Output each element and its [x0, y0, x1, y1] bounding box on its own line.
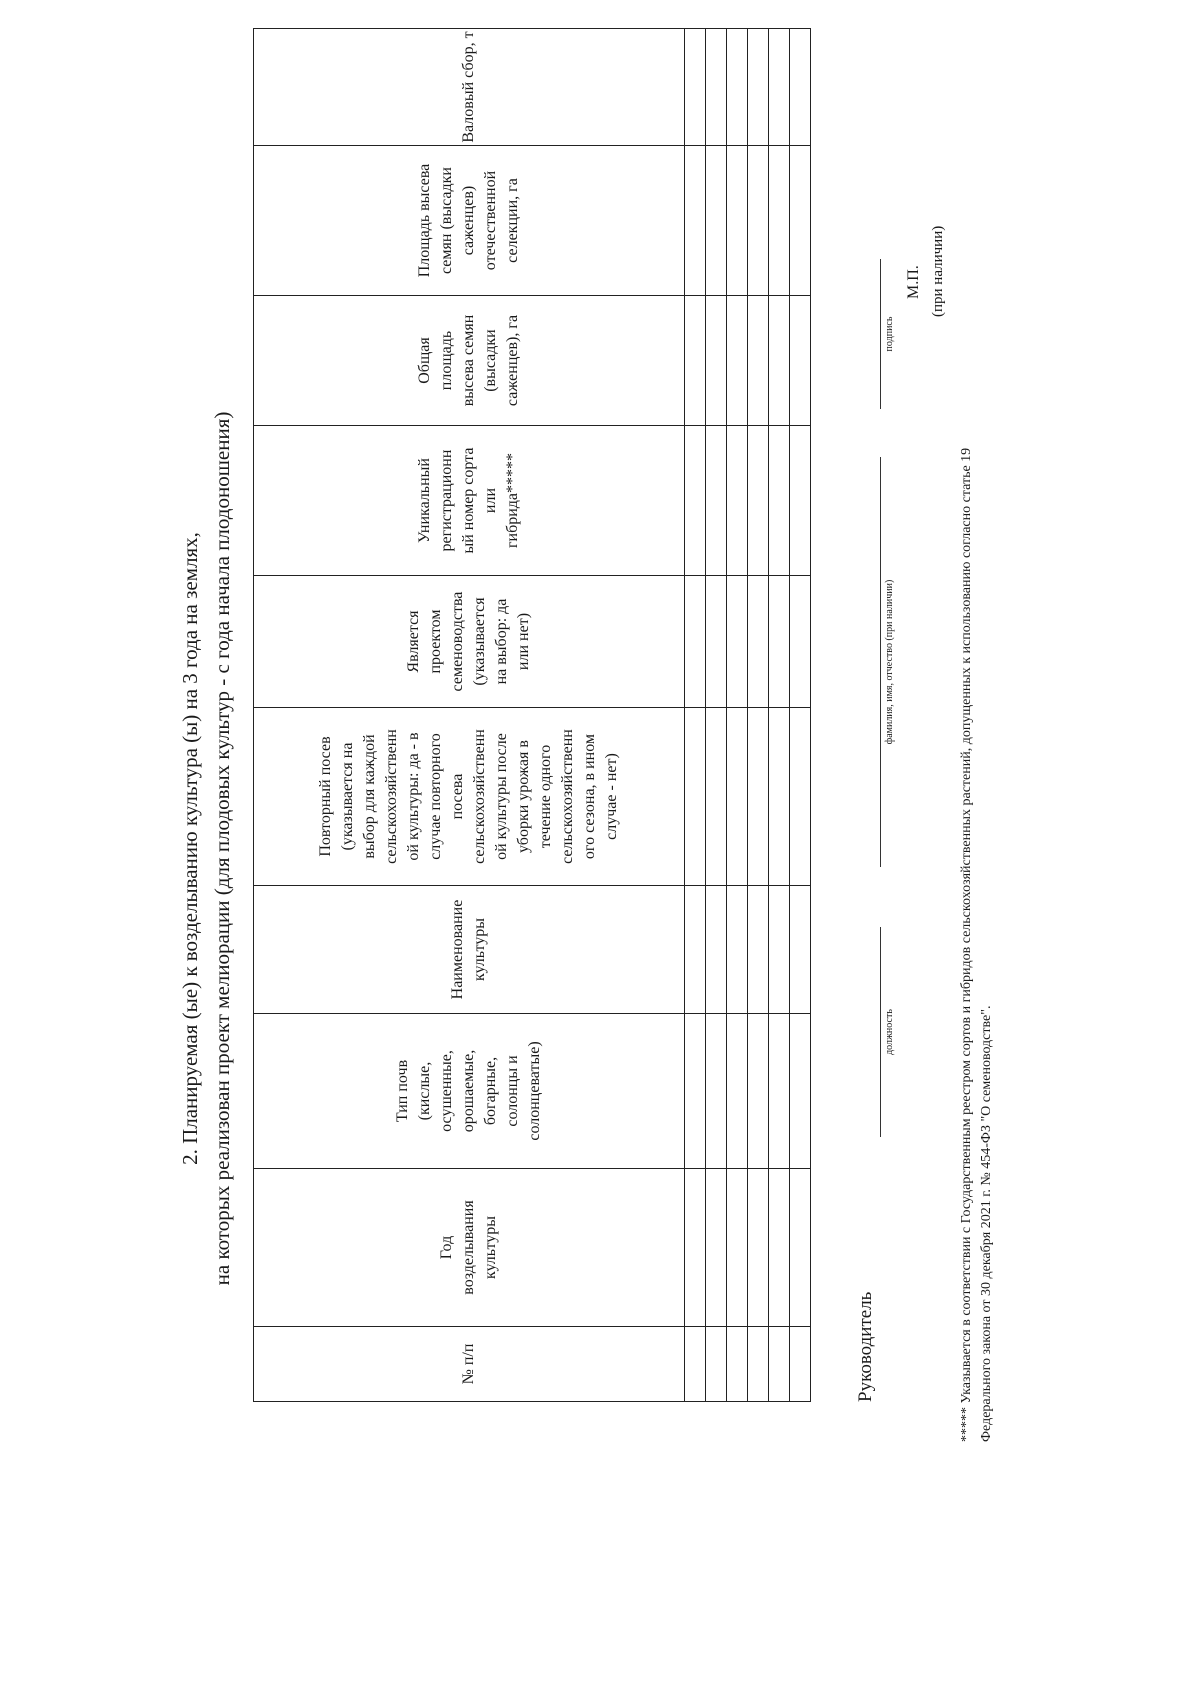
table-cell[interactable]: [706, 708, 727, 886]
header-cell-repeat-sowing: Повторный посев (указывается на выбор для каждой сельскохозяйственн ой культуры: да - в случае повторного посева сельскохозяйственн ой культуры после уборки урожая в течение одного сельскохозяйственн ого сезона, в ином случае - нет): [254, 708, 685, 886]
table-cell[interactable]: [748, 708, 769, 886]
sign-line: [880, 259, 881, 409]
table-cell[interactable]: [769, 1327, 790, 1402]
table-cell[interactable]: [748, 1014, 769, 1169]
table-cell[interactable]: [769, 146, 790, 296]
table-row: [727, 29, 748, 1402]
table-cell[interactable]: [706, 146, 727, 296]
table-cell[interactable]: [769, 576, 790, 708]
table-cell[interactable]: [727, 708, 748, 886]
table-row: [748, 29, 769, 1402]
name-caption: фамилия, имя, отчество (при наличии): [884, 579, 895, 745]
table-cell[interactable]: [685, 146, 706, 296]
table-cell[interactable]: [706, 426, 727, 576]
table-cell[interactable]: [685, 296, 706, 426]
header-cell-total-area: Общая площадь высева семян (высадки саженцев), га: [254, 296, 685, 426]
table-header-row: [254, 29, 685, 1402]
section-title-line-1: 2. Планируемая (ые) к возделыванию культура (ы) на 3 года на землях,: [178, 532, 202, 1165]
stamp-note: (при наличии): [930, 225, 946, 317]
header-cell-number: № п/п: [254, 1327, 685, 1402]
table-cell[interactable]: [790, 708, 811, 886]
crop-plan-table: [253, 28, 811, 1402]
footnote-line-1: ***** Указывается в соответствии с Государственным реестром сортов и гибридов сельскохозяйственных растений, допущенных к использованию согласно статье 19: [959, 447, 974, 1442]
table-cell[interactable]: [727, 426, 748, 576]
table-cell[interactable]: [685, 708, 706, 886]
table-cell[interactable]: [706, 1169, 727, 1327]
table-cell[interactable]: [748, 1169, 769, 1327]
table-cell[interactable]: [748, 1327, 769, 1402]
header-cell-crop-name: Наименование культуры: [254, 886, 685, 1014]
table-cell[interactable]: [727, 1014, 748, 1169]
table-cell[interactable]: [706, 1014, 727, 1169]
header-cell-year: Год возделывания культуры: [254, 1169, 685, 1327]
sign-caption: подпись: [884, 316, 895, 352]
table-cell[interactable]: [790, 1327, 811, 1402]
header-cell-registration-number: Уникальный регистрационн ый номер сорта или гибрида*****: [254, 426, 685, 576]
table-cell[interactable]: [769, 1014, 790, 1169]
table-cell[interactable]: [790, 296, 811, 426]
table-cell[interactable]: [685, 426, 706, 576]
header-cell-seed-project: Является проектом семеноводства (указывается на выбор: да или нет): [254, 576, 685, 708]
footnote-line-2: Федерального закона от 30 декабря 2021 г. № 454-ФЗ "О семеноводстве".: [979, 1005, 994, 1442]
header-cell-soil-type: Тип почв (кислые, осушенные, орошаемые, богарные, солонцы и солонцеватые): [254, 1014, 685, 1169]
table-cell[interactable]: [769, 1169, 790, 1327]
table-cell[interactable]: [685, 576, 706, 708]
table-cell[interactable]: [685, 886, 706, 1014]
table-row: [685, 29, 706, 1402]
table-cell[interactable]: [685, 1014, 706, 1169]
table-cell[interactable]: [769, 886, 790, 1014]
table-cell[interactable]: [727, 1327, 748, 1402]
table-cell[interactable]: [748, 576, 769, 708]
table-cell[interactable]: [790, 146, 811, 296]
head-label: Руководитель: [855, 1291, 876, 1402]
table-cell[interactable]: [748, 296, 769, 426]
table-row: [769, 29, 790, 1402]
position-line: [880, 927, 881, 1137]
header-cell-domestic-area: Площадь высева семян (высадки саженцев) отечественной селекции, га: [254, 146, 685, 296]
table-cell[interactable]: [727, 576, 748, 708]
table-cell[interactable]: [790, 29, 811, 146]
table-row: [790, 29, 811, 1402]
table-cell[interactable]: [769, 708, 790, 886]
table-cell[interactable]: [790, 886, 811, 1014]
table-row: [706, 29, 727, 1402]
table-cell[interactable]: [790, 1169, 811, 1327]
table-cell[interactable]: [748, 426, 769, 576]
table-cell[interactable]: [685, 1169, 706, 1327]
table-cell[interactable]: [790, 426, 811, 576]
table-cell[interactable]: [769, 426, 790, 576]
name-line: [880, 457, 881, 867]
table-cell[interactable]: [685, 29, 706, 146]
table-cell[interactable]: [748, 886, 769, 1014]
table-cell[interactable]: [727, 1169, 748, 1327]
table-cell[interactable]: [706, 29, 727, 146]
table-cell[interactable]: [727, 146, 748, 296]
table-cell[interactable]: [706, 886, 727, 1014]
table-cell[interactable]: [727, 296, 748, 426]
table-cell[interactable]: [685, 1327, 706, 1402]
stamp-label: М.П.: [905, 265, 922, 299]
table-cell[interactable]: [769, 296, 790, 426]
header-cell-gross-yield: Валовый сбор, т: [254, 29, 685, 146]
table-cell[interactable]: [706, 576, 727, 708]
table-cell[interactable]: [727, 886, 748, 1014]
table-cell[interactable]: [790, 1014, 811, 1169]
section-title-line-2: на которых реализован проект мелиорации (для плодовых культур - с года начала плодоношения): [210, 411, 234, 1286]
position-caption: должность: [884, 1009, 895, 1055]
table-cell[interactable]: [769, 29, 790, 146]
table-cell[interactable]: [706, 1327, 727, 1402]
table-cell[interactable]: [790, 576, 811, 708]
table-cell[interactable]: [748, 29, 769, 146]
table-cell[interactable]: [706, 296, 727, 426]
table-cell[interactable]: [748, 146, 769, 296]
table-cell[interactable]: [727, 29, 748, 146]
